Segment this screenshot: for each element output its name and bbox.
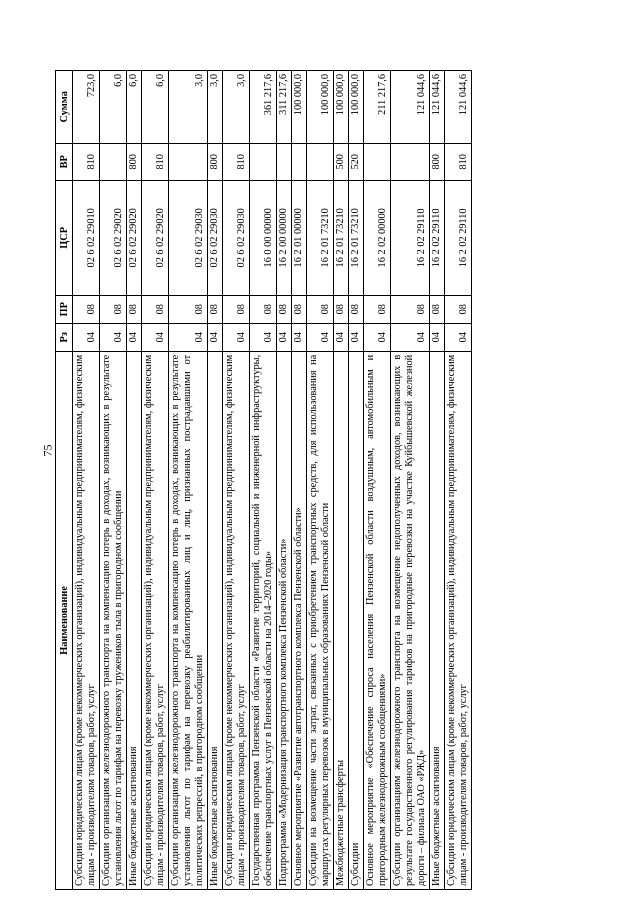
cell-vr: [391, 143, 430, 180]
cell-pr: 08: [307, 295, 334, 323]
header-csr: ЦСР: [56, 181, 73, 296]
cell-vr: 810: [142, 143, 169, 180]
cell-rz: 04: [250, 323, 277, 351]
cell-csr: 16 0 00 00000: [250, 181, 277, 296]
cell-csr: 16 2 00 00000: [277, 181, 292, 296]
cell-vr: 810: [73, 143, 100, 180]
cell-name: Подпрограмма «Модернизация транспортного комплекса Пензенской области»: [277, 351, 292, 889]
cell-name: Субсидии организациям железнодорожного транспорта на возмещение недополученных доходов, возникающих в результате государственного регулирования тарифов на пригородные перевозки на участке Куйбышевской железной дороги – филиала ОАО «РЖД»: [391, 351, 430, 889]
cell-sum: 100 000,0: [334, 71, 349, 144]
cell-rz: 04: [142, 323, 169, 351]
cell-vr: [169, 143, 208, 180]
cell-pr: 08: [349, 295, 364, 323]
cell-vr: [100, 143, 127, 180]
cell-csr: 02 6 02 29020: [100, 181, 127, 296]
header-rz: Рз: [56, 323, 73, 351]
cell-name: Субсидии организациям железнодорожного транспорта на компенсацию потерь в доходах, возникающих в результате установления льгот по тарифам на перевозку реабилитированных лиц и лиц, признанных пострадавшими от политических репрессий, в пригородном сообщении: [169, 351, 208, 889]
table-row: [100, 71, 127, 890]
cell-sum: 3,0: [208, 71, 223, 144]
cell-name: Межбюджетные трансферты: [334, 351, 349, 889]
cell-sum: 121 044,6: [445, 71, 472, 144]
table-row: [334, 71, 349, 890]
table-row: [250, 71, 277, 890]
page-number: 75: [40, 444, 55, 457]
cell-vr: 800: [430, 143, 445, 180]
cell-csr: 02 6 02 29030: [169, 181, 208, 296]
cell-name: Основное мероприятие «Обеспечение спроса населения Пензенской области воздушным, автомобильным и пригородным железнодорожным сообщениями»: [364, 351, 391, 889]
table-row: [169, 71, 208, 890]
cell-csr: 16 2 02 00000: [364, 181, 391, 296]
cell-sum: 121 044,6: [430, 71, 445, 144]
cell-rz: 04: [364, 323, 391, 351]
cell-vr: 810: [445, 143, 472, 180]
cell-pr: 08: [430, 295, 445, 323]
cell-vr: [277, 143, 292, 180]
cell-rz: 04: [430, 323, 445, 351]
cell-rz: 04: [334, 323, 349, 351]
cell-sum: 311 217,6: [277, 71, 292, 144]
table-row: [349, 71, 364, 890]
budget-table: [55, 70, 472, 890]
cell-name: Основное мероприятие «Развитие автотранспортного комплекса Пензенской области»: [292, 351, 307, 889]
cell-vr: [250, 143, 277, 180]
cell-sum: 6,0: [100, 71, 127, 144]
table-body: [73, 71, 472, 890]
table-row: [127, 71, 142, 890]
cell-sum: 3,0: [223, 71, 250, 144]
table-row: [208, 71, 223, 890]
table-row: [391, 71, 430, 890]
table-row: [445, 71, 472, 890]
table-row: [307, 71, 334, 890]
cell-rz: 04: [208, 323, 223, 351]
header-vr: ВР: [56, 143, 73, 180]
table-row: [364, 71, 391, 890]
cell-csr: 16 2 01 00000: [292, 181, 307, 296]
cell-name: Субсидии на возмещение части затрат, связанных с приобретением транспортных средств, для использования на маршрутах регулярных перевозок в муниципальных образованиях Пензенской области: [307, 351, 334, 889]
cell-sum: 6,0: [127, 71, 142, 144]
cell-sum: 723,0: [73, 71, 100, 144]
cell-pr: 08: [169, 295, 208, 323]
cell-name: Субсидии юридическим лицам (кроме некоммерческих организаций), индивидуальным предпринимателям, физическим лицам - производителям товаров, работ, услуг: [445, 351, 472, 889]
cell-pr: 08: [445, 295, 472, 323]
cell-rz: 04: [307, 323, 334, 351]
cell-csr: 02 6 02 29010: [73, 181, 100, 296]
cell-vr: 520: [349, 143, 364, 180]
cell-name: Субсидии юридическим лицам (кроме некоммерческих организаций), индивидуальным предпринимателям, физическим лицам - производителям товаров, работ, услуг: [223, 351, 250, 889]
cell-rz: 04: [223, 323, 250, 351]
cell-csr: 02 6 02 29030: [223, 181, 250, 296]
cell-name: Субсидии юридическим лицам (кроме некоммерческих организаций), индивидуальным предпринимателям, физическим лицам - производителям товаров, работ, услуг: [73, 351, 100, 889]
cell-sum: 100 000,0: [292, 71, 307, 144]
cell-pr: 08: [334, 295, 349, 323]
cell-name: Государственная программа Пензенской области «Развитие территорий, социальной и инженерной инфраструктуры, обеспечение транспортных услуг в Пензенской области на 2014–2020 годы»: [250, 351, 277, 889]
cell-csr: 16 2 02 29110: [391, 181, 430, 296]
table-row: [430, 71, 445, 890]
cell-rz: 04: [391, 323, 430, 351]
cell-rz: 04: [100, 323, 127, 351]
cell-pr: 08: [250, 295, 277, 323]
cell-name: Субсидии: [349, 351, 364, 889]
cell-sum: 100 000,0: [307, 71, 334, 144]
table-row: [142, 71, 169, 890]
cell-vr: 800: [127, 143, 142, 180]
cell-vr: 810: [223, 143, 250, 180]
cell-pr: 08: [100, 295, 127, 323]
cell-pr: 08: [223, 295, 250, 323]
cell-pr: 08: [292, 295, 307, 323]
cell-pr: 08: [391, 295, 430, 323]
table-row: [292, 71, 307, 890]
cell-sum: 211 217,6: [364, 71, 391, 144]
cell-csr: 16 2 01 73210: [349, 181, 364, 296]
rotated-page: [55, 70, 615, 890]
cell-csr: 16 2 01 73210: [307, 181, 334, 296]
cell-name: Иные бюджетные ассигнования: [430, 351, 445, 889]
cell-csr: 16 2 01 73210: [334, 181, 349, 296]
header-name: Наименование: [56, 351, 73, 889]
cell-sum: 100 000,0: [349, 71, 364, 144]
cell-csr: 02 6 02 29030: [208, 181, 223, 296]
cell-rz: 04: [73, 323, 100, 351]
cell-vr: 800: [208, 143, 223, 180]
cell-csr: 16 2 02 29110: [445, 181, 472, 296]
cell-vr: 500: [334, 143, 349, 180]
cell-pr: 08: [364, 295, 391, 323]
cell-csr: 02 6 02 29020: [142, 181, 169, 296]
cell-pr: 08: [208, 295, 223, 323]
cell-name: Иные бюджетные ассигнования: [208, 351, 223, 889]
cell-sum: 6,0: [142, 71, 169, 144]
table-row: [73, 71, 100, 890]
cell-sum: 3,0: [169, 71, 208, 144]
cell-rz: 04: [277, 323, 292, 351]
cell-rz: 04: [169, 323, 208, 351]
cell-rz: 04: [127, 323, 142, 351]
table-row: [277, 71, 292, 890]
cell-pr: 08: [127, 295, 142, 323]
table-row: [223, 71, 250, 890]
header-sum: Сумма: [56, 71, 73, 144]
cell-vr: [307, 143, 334, 180]
cell-name: Субсидии юридическим лицам (кроме некоммерческих организаций), индивидуальным предпринимателям, физическим лицам - производителям товаров, работ, услуг: [142, 351, 169, 889]
cell-pr: 08: [142, 295, 169, 323]
cell-pr: 08: [277, 295, 292, 323]
cell-rz: 04: [349, 323, 364, 351]
cell-rz: 04: [445, 323, 472, 351]
cell-sum: 361 217,6: [250, 71, 277, 144]
cell-pr: 08: [73, 295, 100, 323]
cell-name: Иные бюджетные ассигнования: [127, 351, 142, 889]
cell-vr: [364, 143, 391, 180]
table-header-row: [56, 71, 73, 890]
cell-rz: 04: [292, 323, 307, 351]
cell-vr: [292, 143, 307, 180]
cell-sum: 121 044,6: [391, 71, 430, 144]
header-pr: ПР: [56, 295, 73, 323]
cell-name: Субсидии организациям железнодорожного транспорта на компенсацию потерь в доходах, возникающих в результате установления льгот по тарифам на перевозку тружеников тыла в пригородном сообщении: [100, 351, 127, 889]
cell-csr: 02 6 02 29020: [127, 181, 142, 296]
cell-csr: 16 2 02 29110: [430, 181, 445, 296]
